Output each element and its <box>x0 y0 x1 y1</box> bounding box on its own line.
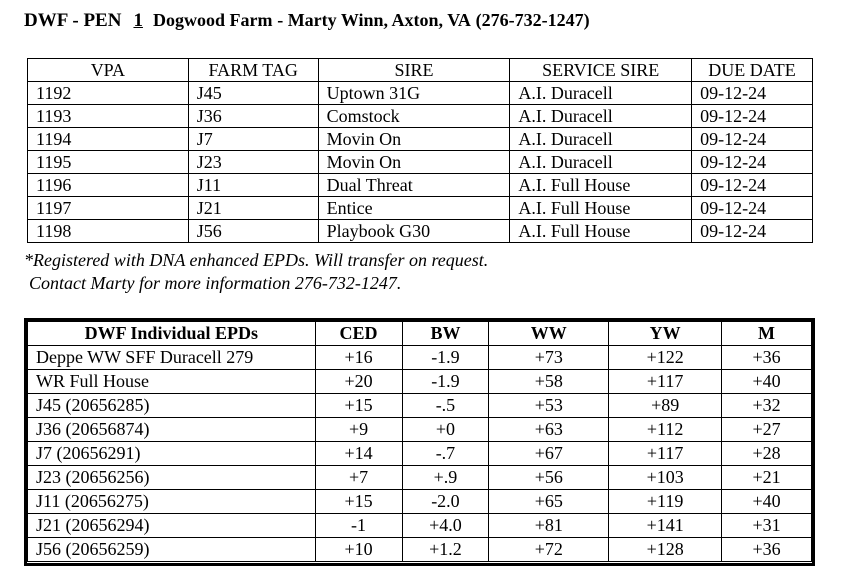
contact-note: Contact Marty for more information 276-732-1247. <box>29 273 402 293</box>
epd_table-cell-ww: +56 <box>489 466 609 490</box>
header-yw: YW <box>609 322 722 346</box>
epd_table-cell-bw: -1.9 <box>402 370 489 394</box>
epd_table-cell-name: J7 (20656291) <box>28 442 316 466</box>
pen_table-cell-due-date: 09-12-24 <box>692 128 813 151</box>
epd_table-cell-yw: +117 <box>609 442 722 466</box>
table-row <box>28 490 812 514</box>
epd_table-cell-m: +21 <box>722 466 812 490</box>
pen_table-cell-service-sire: A.I. Full House <box>510 197 692 220</box>
pen-label: DWF - PEN <box>24 10 122 31</box>
epd-table-header-row <box>28 322 812 346</box>
pen_table-cell-farm-tag: J21 <box>188 197 318 220</box>
epd_table-cell-bw: -.5 <box>402 394 489 418</box>
epd_table-cell-ced: -1 <box>315 514 402 538</box>
epd_table-cell-m: +31 <box>722 514 812 538</box>
epd_table-cell-ced: +16 <box>315 346 402 370</box>
epd_table-cell-name: J23 (20656256) <box>28 466 316 490</box>
epd_table-cell-ww: +65 <box>489 490 609 514</box>
epd_table-cell-m: +40 <box>722 370 812 394</box>
pen_table-cell-vpa: 1198 <box>28 220 189 243</box>
epd_table-cell-ww: +67 <box>489 442 609 466</box>
table-row <box>28 538 812 562</box>
epd_table-cell-ww: +81 <box>489 514 609 538</box>
table-row <box>28 105 813 128</box>
epd_table-cell-yw: +128 <box>609 538 722 562</box>
table-row <box>28 197 813 220</box>
pen_table-cell-sire: Entice <box>318 197 510 220</box>
pen_table-cell-service-sire: A.I. Duracell <box>510 151 692 174</box>
epd_table-cell-ced: +7 <box>315 466 402 490</box>
epd_table-cell-m: +36 <box>722 538 812 562</box>
epd_table-cell-ced: +20 <box>315 370 402 394</box>
header-m: M <box>722 322 812 346</box>
pen_table-cell-sire: Playbook G30 <box>318 220 510 243</box>
epd_table-cell-yw: +112 <box>609 418 722 442</box>
table-row <box>28 346 812 370</box>
epd_table-cell-yw: +117 <box>609 370 722 394</box>
owner-phone: (276-732-1247) <box>475 10 590 30</box>
table-row <box>28 418 812 442</box>
pen_table-cell-due-date: 09-12-24 <box>692 174 813 197</box>
epd_table-cell-ced: +15 <box>315 394 402 418</box>
pen_table-cell-due-date: 09-12-24 <box>692 151 813 174</box>
epd_table-cell-name: Deppe WW SFF Duracell 279 <box>28 346 316 370</box>
epd_table-cell-yw: +122 <box>609 346 722 370</box>
owner-info: - Marty Winn, Axton, VA <box>277 10 471 30</box>
pen_table-cell-service-sire: A.I. Duracell <box>510 82 692 105</box>
epd_table-cell-ww: +63 <box>489 418 609 442</box>
pen_table-cell-service-sire: A.I. Full House <box>510 220 692 243</box>
table-row <box>28 174 813 197</box>
epd_table-cell-ced: +15 <box>315 490 402 514</box>
pen_table-cell-sire: Movin On <box>318 128 510 151</box>
epd-table-frame <box>24 318 815 566</box>
pen_table-cell-vpa: 1193 <box>28 105 189 128</box>
epd_table-cell-bw: +0 <box>402 418 489 442</box>
epd_table-cell-bw: +4.0 <box>402 514 489 538</box>
table-row <box>28 442 812 466</box>
farm-name: Dogwood Farm <box>152 10 273 30</box>
pen_table-cell-farm-tag: J7 <box>188 128 318 151</box>
table-row <box>28 151 813 174</box>
epd_table-cell-name: J21 (20656294) <box>28 514 316 538</box>
pen_table-cell-farm-tag: J36 <box>188 105 318 128</box>
table-row <box>28 370 812 394</box>
pen-table-header-row <box>28 59 813 82</box>
registration-note: *Registered with DNA enhanced EPDs. Will transfer on request. <box>24 250 489 270</box>
header-bw: BW <box>402 322 489 346</box>
epd_table-cell-bw: -.7 <box>402 442 489 466</box>
pen_table-cell-farm-tag: J56 <box>188 220 318 243</box>
epd_table-cell-name: WR Full House <box>28 370 316 394</box>
header-vpa: VPA <box>28 59 189 82</box>
epd_table-cell-ww: +53 <box>489 394 609 418</box>
epd_table-cell-m: +36 <box>722 346 812 370</box>
epd_table-cell-m: +27 <box>722 418 812 442</box>
epd_table-cell-ced: +10 <box>315 538 402 562</box>
pen_table-cell-farm-tag: J45 <box>188 82 318 105</box>
epd_table-cell-yw: +141 <box>609 514 722 538</box>
table-row <box>28 394 812 418</box>
epd_table-cell-ced: +9 <box>315 418 402 442</box>
epd_table-cell-name: J36 (20656874) <box>28 418 316 442</box>
pen_table-cell-vpa: 1192 <box>28 82 189 105</box>
header-sire: SIRE <box>318 59 510 82</box>
table-row <box>28 128 813 151</box>
epd_table-cell-bw: +1.2 <box>402 538 489 562</box>
epd_table-cell-ww: +73 <box>489 346 609 370</box>
pen_table-cell-due-date: 09-12-24 <box>692 197 813 220</box>
pen_table-cell-vpa: 1197 <box>28 197 189 220</box>
pen_table-cell-vpa: 1196 <box>28 174 189 197</box>
epd_table-cell-name: J45 (20656285) <box>28 394 316 418</box>
pen_table-cell-sire: Movin On <box>318 151 510 174</box>
header-service-sire: SERVICE SIRE <box>510 59 692 82</box>
epd_table-cell-m: +28 <box>722 442 812 466</box>
header-farm-tag: FARM TAG <box>188 59 318 82</box>
pen_table-cell-service-sire: A.I. Full House <box>510 174 692 197</box>
table-row <box>28 82 813 105</box>
pen_table-cell-service-sire: A.I. Duracell <box>510 128 692 151</box>
pen_table-cell-sire: Dual Threat <box>318 174 510 197</box>
pen_table-cell-vpa: 1195 <box>28 151 189 174</box>
table-row <box>28 514 812 538</box>
epd_table-cell-bw: -1.9 <box>402 346 489 370</box>
pen_table-cell-sire: Uptown 31G <box>318 82 510 105</box>
header-epd-name: DWF Individual EPDs <box>28 322 316 346</box>
pen_table-cell-due-date: 09-12-24 <box>692 105 813 128</box>
epd_table-cell-ww: +72 <box>489 538 609 562</box>
epd_table-cell-yw: +89 <box>609 394 722 418</box>
table-row <box>28 220 813 243</box>
epd_table-cell-ced: +14 <box>315 442 402 466</box>
epd-table <box>27 321 812 562</box>
epd_table-cell-name: J11 (20656275) <box>28 490 316 514</box>
pen_table-cell-vpa: 1194 <box>28 128 189 151</box>
epd_table-cell-yw: +103 <box>609 466 722 490</box>
epd_table-cell-bw: +.9 <box>402 466 489 490</box>
page-title <box>24 10 590 32</box>
pen-table <box>27 58 813 243</box>
pen_table-cell-service-sire: A.I. Duracell <box>510 105 692 128</box>
epd_table-cell-m: +32 <box>722 394 812 418</box>
table-row <box>28 466 812 490</box>
epd_table-cell-yw: +119 <box>609 490 722 514</box>
epd_table-cell-m: +40 <box>722 490 812 514</box>
header-due-date: DUE DATE <box>692 59 813 82</box>
header-ww: WW <box>489 322 609 346</box>
header-ced: CED <box>315 322 402 346</box>
pen_table-cell-farm-tag: J11 <box>188 174 318 197</box>
pen_table-cell-sire: Comstock <box>318 105 510 128</box>
pen_table-cell-due-date: 09-12-24 <box>692 82 813 105</box>
pen_table-cell-farm-tag: J23 <box>188 151 318 174</box>
epd_table-cell-ww: +58 <box>489 370 609 394</box>
pen_table-cell-due-date: 09-12-24 <box>692 220 813 243</box>
pen-number: 1 <box>133 10 143 31</box>
epd_table-cell-bw: -2.0 <box>402 490 489 514</box>
epd_table-cell-name: J56 (20656259) <box>28 538 316 562</box>
